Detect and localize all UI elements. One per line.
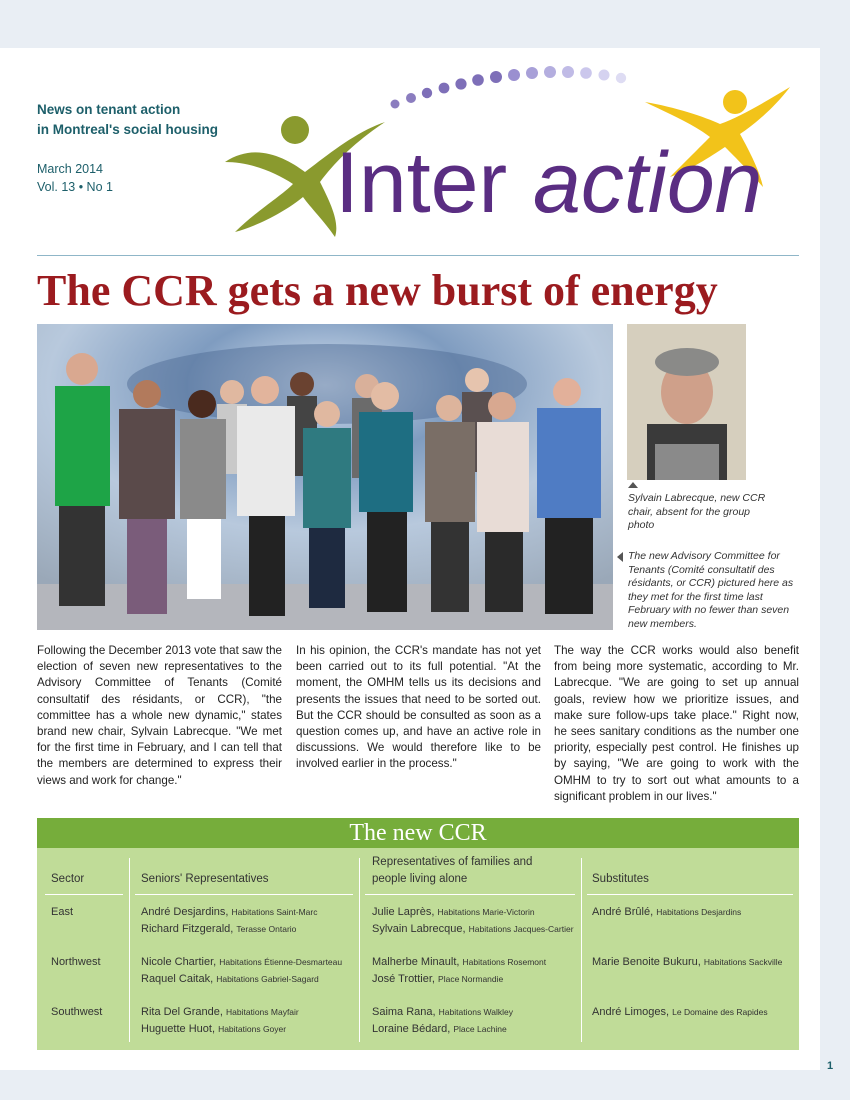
tagline-line-1: News on tenant action [37, 102, 181, 117]
seniors-rep: Richard Fitzgerald, Terasse Ontario [141, 923, 297, 935]
header-substitutes: Substitutes [592, 873, 649, 885]
families-rep: Julie Laprès, Habitations Marie-Victorin [372, 906, 535, 918]
issue-volume: Vol. 13 • No 1 [37, 180, 113, 194]
row-sector: Northwest [51, 956, 101, 968]
column-divider [581, 858, 582, 1042]
group-photo-caption: The new Advisory Committee for Tenants (Comité consultatif des résidants, or CCR) pictured here as they met for the first time last February with no fewer than seven new members. [628, 550, 794, 630]
caption-pointer-up-icon [628, 482, 638, 488]
article-headline: The CCR gets a new burst of energy [37, 266, 718, 315]
header-underline [587, 894, 793, 895]
interaction-logo [215, 62, 805, 242]
header-underline [365, 894, 575, 895]
header-sector: Sector [51, 873, 85, 885]
substitute: Marie Benoite Bukuru, Habitations Sackville [592, 956, 783, 968]
seniors-rep: André Desjardins, Habitations Saint-Marc [141, 906, 318, 918]
group-photo [37, 324, 613, 630]
families-rep: José Trottier, Place Normandie [372, 973, 504, 985]
substitute: André Limoges, Le Domaine des Rapides [592, 1006, 768, 1018]
substitute: André Brûlé, Habitations Desjardins [592, 906, 742, 918]
table-title: The new CCR [37, 818, 799, 848]
logo-word-inter: Inter [335, 135, 508, 231]
families-rep: Sylvain Labrecque, Habitations Jacques-Cartier [372, 923, 574, 935]
families-rep: Loraine Bédard, Place Lachine [372, 1023, 507, 1035]
header-families: Representatives of families and people living alone [372, 856, 533, 885]
column-divider [129, 858, 130, 1042]
article-column-1: Following the December 2013 vote that saw the election of seven new representatives to the Advisory Committee of Tenants (Comité consultatif des résidants, or CCR), "the committee has a whole new dynamic," states brand new chair, Sylvain Labrecque. "We met for the first time in February, and I can tell that the members are determined to express their views and work for change." [37, 644, 282, 787]
portrait-photo [627, 324, 746, 480]
row-sector: Southwest [51, 1006, 103, 1018]
seniors-rep: Nicole Chartier, Habitations Étienne-Desmarteau [141, 956, 343, 968]
article-column-3: The way the CCR works would also benefit from being more systematic, according to Mr. Labrecque. "We are going to set up annual goals, review how we prioritize issues, and make sure follow-ups take place." Right now, he sees sanitary conditions as the number one priority, especially pest control. He finishes up by saying, "We are going to work with the OMHM to try to sort out what amounts to a significant problem in our lives." [554, 644, 799, 803]
seniors-rep: Rita Del Grande, Habitations Mayfair [141, 1006, 299, 1018]
article-column-2: In his opinion, the CCR's mandate has not yet been carried out to its full potential. "At the moment, the OMHM tells us its decisions and presents the issues that need to be sorted out. But the CCR should be consulted as soon as a question comes up, and have an active role in discussions. We would therefore like to be involved earlier in the process." [296, 644, 541, 771]
page-number: 1 [827, 1060, 834, 1072]
caption-pointer-left-icon [617, 552, 623, 562]
masthead-divider [37, 255, 799, 256]
tagline-line-2: in Montreal's social housing [37, 122, 218, 137]
portrait-caption: Sylvain Labrecque, new CCR chair, absent for the group photo [628, 492, 766, 531]
header-underline [135, 894, 353, 895]
issue-info [37, 160, 113, 196]
logo-word-action: action [533, 135, 763, 231]
masthead-tagline [37, 100, 218, 140]
families-rep: Saima Rana, Habitations Walkley [372, 1006, 513, 1018]
ccr-members-table [37, 818, 799, 1050]
column-divider [359, 858, 360, 1042]
seniors-rep: Huguette Huot, Habitations Goyer [141, 1023, 287, 1035]
issue-date: March 2014 [37, 162, 104, 176]
header-underline [45, 894, 123, 895]
families-rep: Malherbe Minault, Habitations Rosemont [372, 956, 547, 968]
row-sector: East [51, 906, 74, 918]
header-seniors: Seniors' Representatives [141, 873, 269, 885]
logo-dots [391, 66, 627, 109]
seniors-rep: Raquel Caitak, Habitations Gabriel-Sagard [141, 973, 319, 985]
